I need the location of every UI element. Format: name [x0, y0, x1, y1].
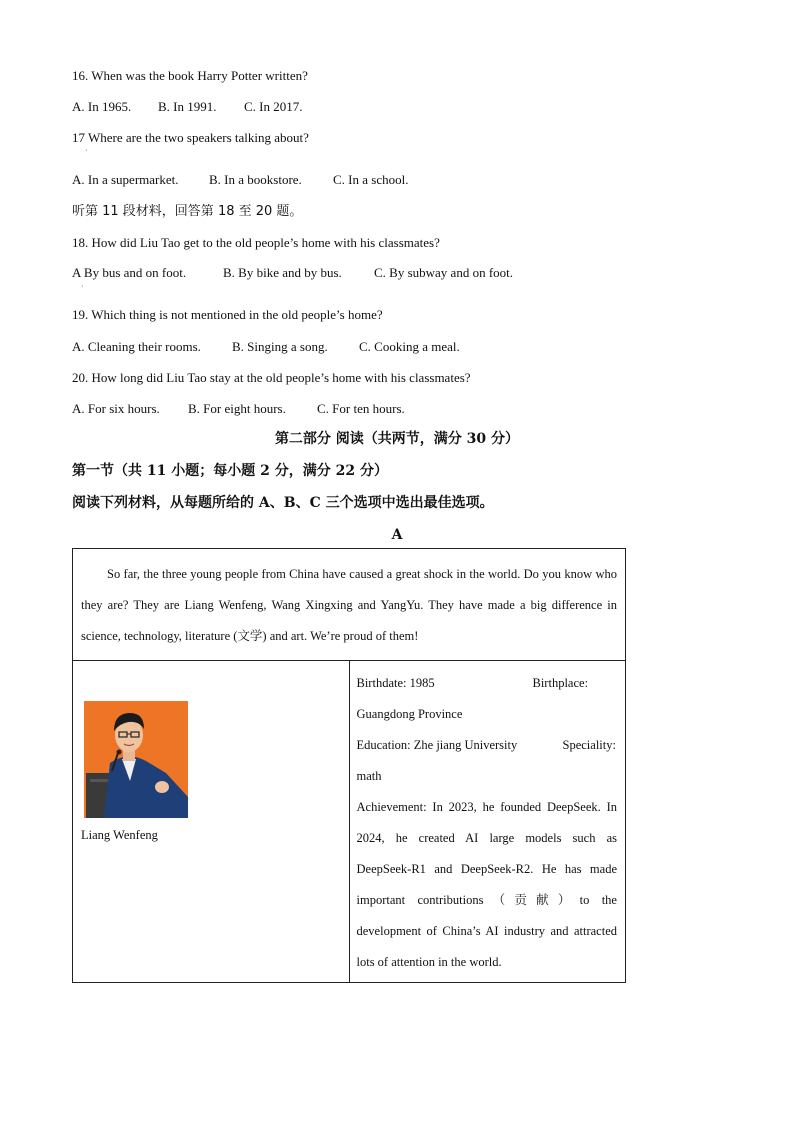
birthplace: Birthplace: Guangdong Province: [356, 676, 589, 721]
option-c: C. For ten hours.: [317, 401, 405, 416]
intro-paragraph: [73, 549, 626, 661]
birth-row: [357, 668, 618, 730]
passage-label: A: [391, 527, 403, 543]
portrait-photo: [84, 701, 188, 818]
speciality: Speciality: math: [356, 738, 616, 783]
option-b: B. In 1991.: [158, 99, 217, 114]
option-c: C. In 2017.: [244, 99, 303, 114]
stray-dot: ·: [81, 282, 84, 291]
education-row: [357, 730, 618, 792]
option-b: B. Singing a song.: [232, 339, 328, 354]
stray-dot: ·: [85, 146, 88, 155]
birthdate: Birthdate: 1985: [356, 676, 435, 690]
option-a: A. In 1965.: [72, 99, 132, 114]
option-b: B. In a bookstore.: [209, 172, 302, 187]
portrait-illustration: [84, 701, 188, 818]
option-c: C. In a school.: [333, 172, 409, 187]
photo-caption: Liang Wenfeng: [81, 828, 158, 842]
reading-directions: 阅读下列材料，从每题所给的 A、B、C 三个选项中选出最佳选项。: [72, 495, 494, 511]
education: Education: Zhe jiang University: [356, 738, 518, 752]
profile-table: [72, 548, 626, 983]
question-16: 16. When was the book Harry Potter written?: [72, 68, 308, 83]
question-16-options: [72, 99, 303, 115]
option-a: A By bus and on foot.: [72, 265, 187, 280]
option-a: A. For six hours.: [72, 401, 160, 416]
listening-instruction: 听第 11 段材料，回答第 18 至 20 题。: [72, 204, 303, 219]
achievement: Achievement: In 2023, he founded DeepSeek. In 2024, he created AI large models such as DeepSeek-R1 and DeepSeek-R2. He has made important contributions（贡献）to the development of China’s AI industry and attracted lots of attention in the world.: [356, 800, 617, 969]
question-20-options: [72, 401, 405, 417]
intro-text: So far, the three young people from China have caused a great shock in the world. Do you know who they are? They are Liang Wenfeng, Wang Xingxing and YangYu. They have made a big difference in science, technology, literature (文学) and art. We’re proud of them!: [81, 567, 617, 643]
photo-cell: [73, 661, 350, 983]
details-cell: [349, 661, 626, 983]
question-20: 20. How long did Liu Tao stay at the old people’s home with his classmates?: [72, 370, 471, 385]
part-heading: 第二部分 阅读（共两节，满分 30 分）: [274, 431, 520, 447]
question-19-options: [72, 339, 460, 355]
question-17: 17 Where are the two speakers talking about?: [72, 130, 309, 145]
section-heading: 第一节（共 11 小题；每小题 2 分，满分 22 分）: [72, 463, 388, 479]
option-b: B. By bike and by bus.: [223, 265, 342, 280]
option-b: B. For eight hours.: [188, 401, 286, 416]
question-19: 19. Which thing is not mentioned in the old people’s home?: [72, 307, 383, 322]
option-a: A. Cleaning their rooms.: [72, 339, 201, 354]
option-a: A. In a supermarket.: [72, 172, 179, 187]
question-18: 18. How did Liu Tao get to the old people’s home with his classmates?: [72, 235, 440, 250]
option-c: C. By subway and on foot.: [374, 265, 514, 280]
question-18-options: [72, 265, 513, 281]
question-17-options: [72, 172, 408, 188]
option-c: C. Cooking a meal.: [359, 339, 460, 354]
